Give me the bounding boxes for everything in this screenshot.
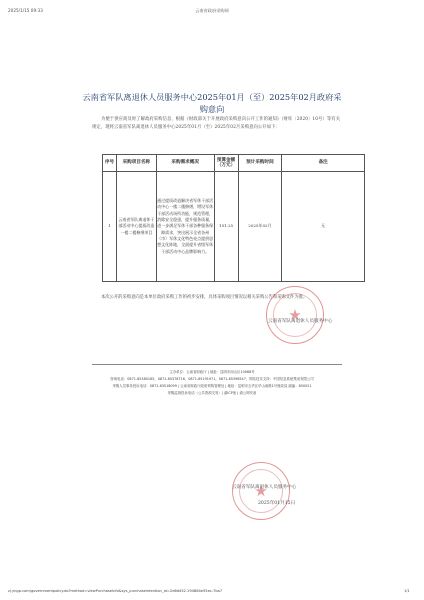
header-need: 采购需求概况 <box>156 155 214 172</box>
cell-remark: 无 <box>282 172 365 282</box>
footer-sponsor: 主办单位：云南省财政厅 | 地址：昆明市西山区10068号 <box>169 370 255 374</box>
notice-title-line1: 云南省军队离退休人员服务中心2025年01月（至）2025年02月政府采 <box>82 92 342 102</box>
header-remark: 备注 <box>282 155 365 172</box>
table-row <box>103 172 365 282</box>
signature-date: 2025年01月15日 <box>258 501 296 506</box>
cell-project-name: 云南省军队离退休干部活动中心提质改造一楼二楼修缮项目 <box>116 172 156 282</box>
org-signature-top: 云南省军队离退休人员服务中心 <box>268 319 333 324</box>
notice-title <box>70 91 354 115</box>
print-site-title: 云南省政府采购网 <box>195 8 229 13</box>
official-seal-bottom <box>232 462 290 520</box>
cell-budget: 151.25 <box>214 172 238 282</box>
official-seal-top <box>266 286 324 344</box>
seal-star-icon-bottom: ★ <box>254 482 268 500</box>
notice-title-line2: 购意向 <box>199 104 225 114</box>
footer-divider <box>92 364 342 365</box>
print-datetime: 2025/1/15 09:33 <box>8 8 43 13</box>
org-signature-bottom: 云南省军队离退休人员服务中心 <box>232 485 297 490</box>
page-url-link[interactable]: zj.yngp.com/governmentpolicy.do?method=viewPurchaseInfo&sys_purchaseintention_id=2d6d452.194864e55ec-7ba7 <box>8 589 223 593</box>
header-name: 采购项目名称 <box>116 155 156 172</box>
table-header-row <box>103 155 365 172</box>
cell-time: 2025年02月 <box>238 172 282 282</box>
header-no: 序号 <box>103 155 117 172</box>
cell-no: 1 <box>103 172 117 282</box>
notice-closing-text: 本次公开的采购意向是本单位政府采购工作的初步安排，具体采购项目情况以相关采购公告和采购文件为准。 <box>101 295 308 300</box>
footer-phones: 咨询电话：0871-65380185，0871-65378716，0871-65191971，0871-65396547，网站技术支持：中国信息系统集成有限公司 <box>110 377 314 381</box>
cell-need: 通过提质改造解决省军休干部活动中心一楼二楼修缮，增设军休干部活动场所功能，规范管理，消除安全隐患，提升服务质量，进一步满足军休干部各种服务保障需求，突出展示全省各州（市）军休文化特色亮点提供思想文化阵地，全面提升省级军休干部活动中心品牌影响力。 <box>156 172 214 282</box>
footer-icp: 采购监督投诉电话（公共资源交易）| 滇ICP备 | 滇公网安备 <box>167 391 257 395</box>
seal-star-icon: ★ <box>288 306 302 324</box>
header-time: 预计采购时间 <box>238 155 282 172</box>
page-number: 1/1 <box>404 589 410 593</box>
notice-intro: 为便于供应商及时了解政府采购信息，根据《财政部关于开展政府采购意向公开工作的通知》（财库〔2020〕10号）等有关规定，现将云南省军队离退休人员服务中心2025年01月（至）2025年02月采购意向公开如下： <box>92 117 341 131</box>
header-budget: 预算金额（万元） <box>214 155 238 172</box>
procurement-table <box>102 154 365 282</box>
footer-report: 采购人员事务投诉电话：0871-63518099 | 云南省财政厅政府采购管理处 | 地址：昆明市五华区华山南路1号财政局 邮编：650021 <box>112 384 312 388</box>
